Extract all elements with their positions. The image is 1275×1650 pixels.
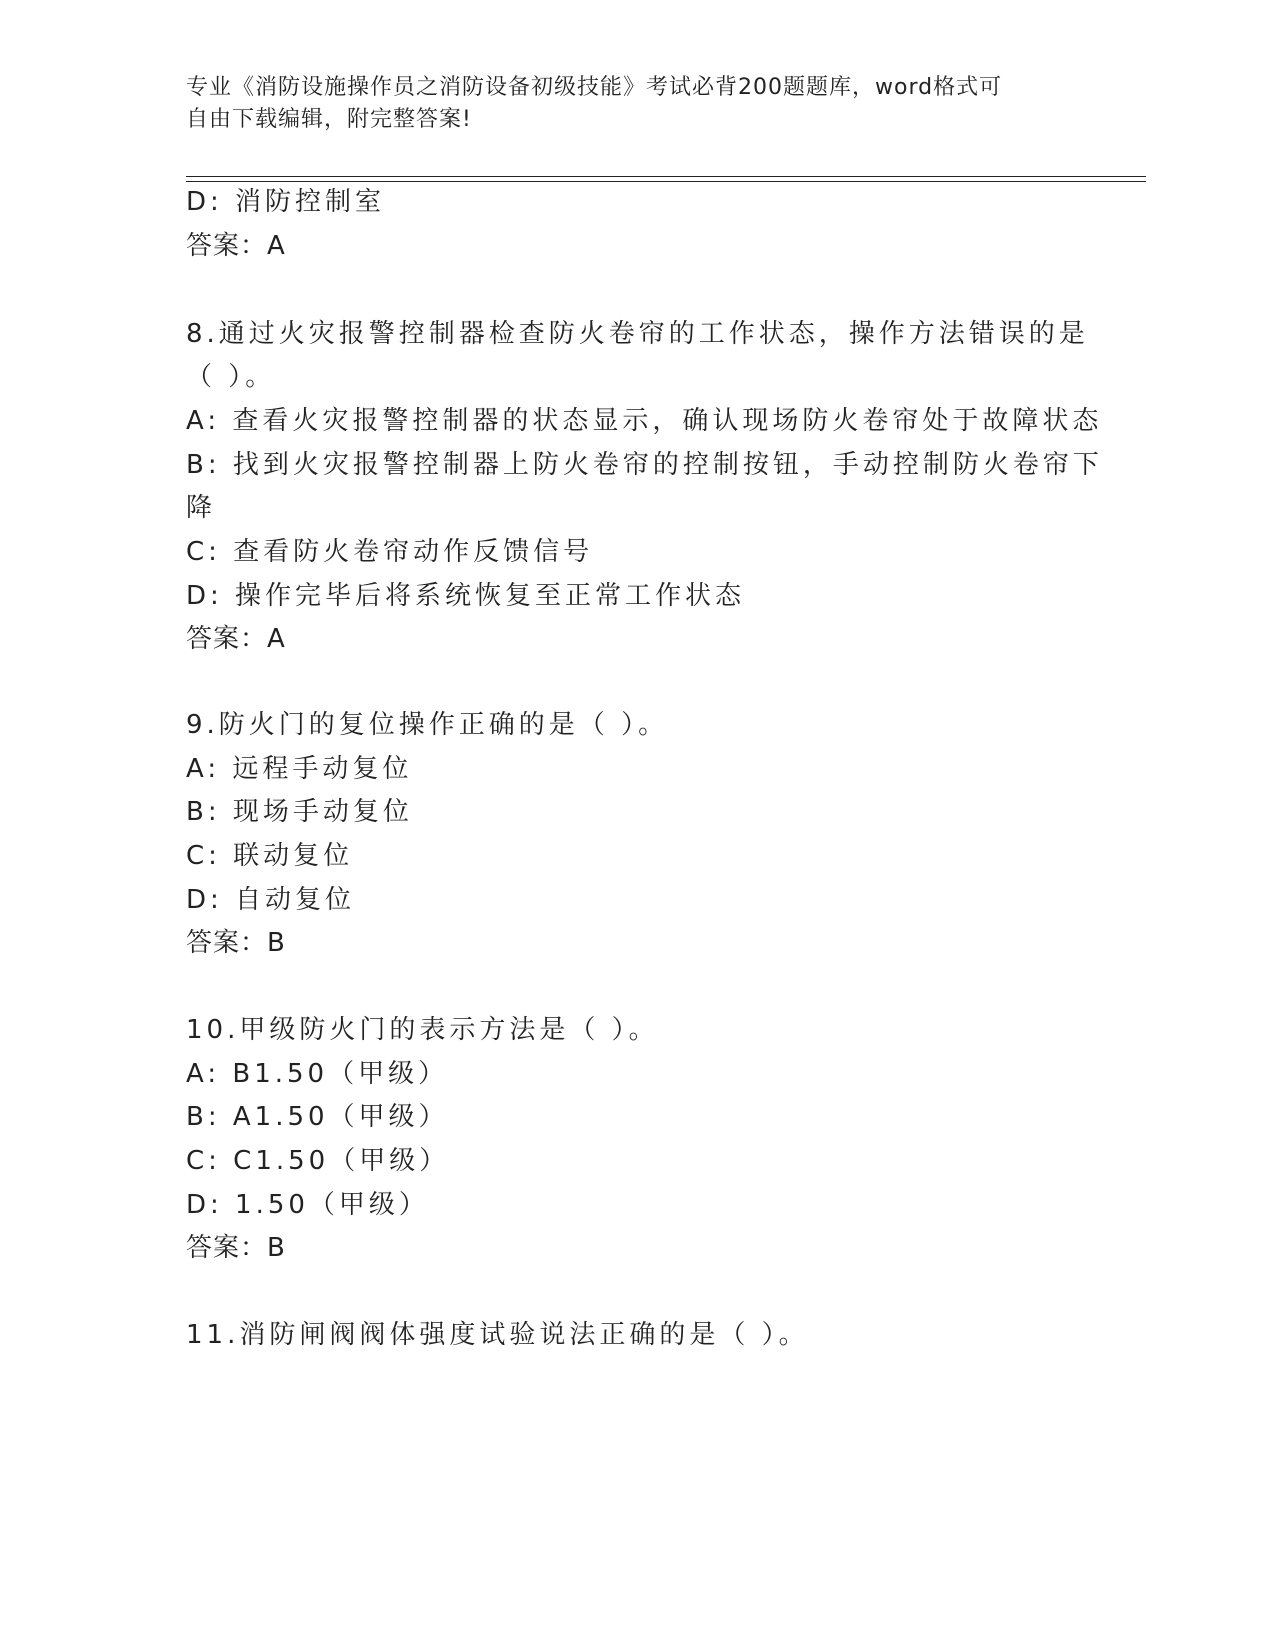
q8-option-d: D: 操作完毕后将系统恢复至正常工作状态 [186, 581, 746, 611]
q8-option-b-line-1: B: 找到火灾报警控制器上防火卷帘的控制按钮，手动控制防火卷帘下 [186, 450, 1103, 480]
q9-option-c: C: 联动复位 [186, 841, 354, 871]
q9-option-d: D: 自动复位 [186, 885, 356, 915]
prev-option-d: D: 消防控制室 [186, 187, 386, 217]
q8-option-c: C: 查看防火卷帘动作反馈信号 [186, 537, 594, 567]
q10-stem: 10.甲级防火门的表示方法是（ ）。 [186, 1015, 659, 1045]
q10-option-b: B: A1.50（甲级） [186, 1102, 449, 1132]
q8-option-a: A: 查看火灾报警控制器的状态显示，确认现场防火卷帘处于故障状态 [186, 406, 1103, 436]
q9-option-a: A: 远程手动复位 [186, 754, 413, 784]
q8-answer: 答案：A [186, 624, 286, 654]
prev-answer: 答案：A [186, 231, 286, 261]
q9-stem: 9.防火门的复位操作正确的是（ ）。 [186, 710, 669, 740]
q9-option-b: B: 现场手动复位 [186, 797, 413, 827]
q8-stem-line-2: （ ）。 [186, 362, 276, 392]
q10-option-d: D: 1.50（甲级） [186, 1190, 429, 1220]
document-header [186, 72, 1066, 136]
q10-option-a: A: B1.50（甲级） [186, 1059, 449, 1089]
header-line-2: 自由下载编辑，附完整答案! [186, 107, 472, 132]
q10-option-c: C: C1.50（甲级） [186, 1146, 450, 1176]
q11-stem: 11.消防闸阀阀体强度试验说法正确的是（ ）。 [186, 1320, 809, 1350]
header-divider-bottom [186, 181, 1146, 182]
header-line-1: 专业《消防设施操作员之消防设备初级技能》考试必背200题题库，word格式可 [186, 75, 1003, 100]
q9-answer: 答案：B [186, 928, 286, 958]
q8-stem-line-1: 8.通过火灾报警控制器检查防火卷帘的工作状态，操作方法错误的是 [186, 319, 1089, 349]
header-divider-top [186, 176, 1146, 177]
q10-answer: 答案：B [186, 1233, 286, 1263]
q8-option-b-line-2: 降 [186, 493, 217, 523]
